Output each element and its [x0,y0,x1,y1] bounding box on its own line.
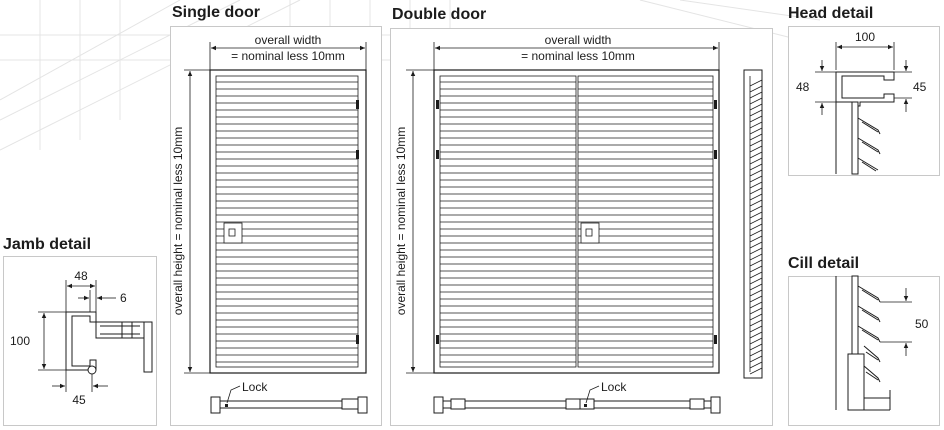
jamb-dim-bottom: 45 [72,393,86,407]
head-detail-title: Head detail [788,5,874,22]
jamb-dim-small: 6 [120,291,127,305]
double-width-label-2: = nominal less 10mm [521,49,635,63]
single-width-label-2: = nominal less 10mm [231,49,345,63]
single-height-label: overall height = nominal less 10mm [171,126,185,316]
jamb-profile [66,312,152,374]
double-lock-label: Lock [601,380,627,394]
double-width-label-1: overall width [544,33,612,47]
jamb-dim-height: 100 [10,334,31,348]
cill-dim-pitch: 50 [915,317,929,331]
head-dim-right: 45 [913,80,927,94]
single-width-label-1: overall width [254,33,322,47]
jamb-dim-top: 48 [74,269,88,283]
double-door-title: Double door [392,6,487,23]
cill-detail-title: Cill detail [788,255,860,272]
jamb-detail-title: Jamb detail [3,236,92,253]
double-height-label: overall height = nominal less 10mm [394,126,408,316]
head-dim-left: 48 [796,80,810,94]
single-door-title: Single door [172,4,260,21]
single-lock-label: Lock [242,380,268,394]
head-dim-width: 100 [854,30,876,44]
